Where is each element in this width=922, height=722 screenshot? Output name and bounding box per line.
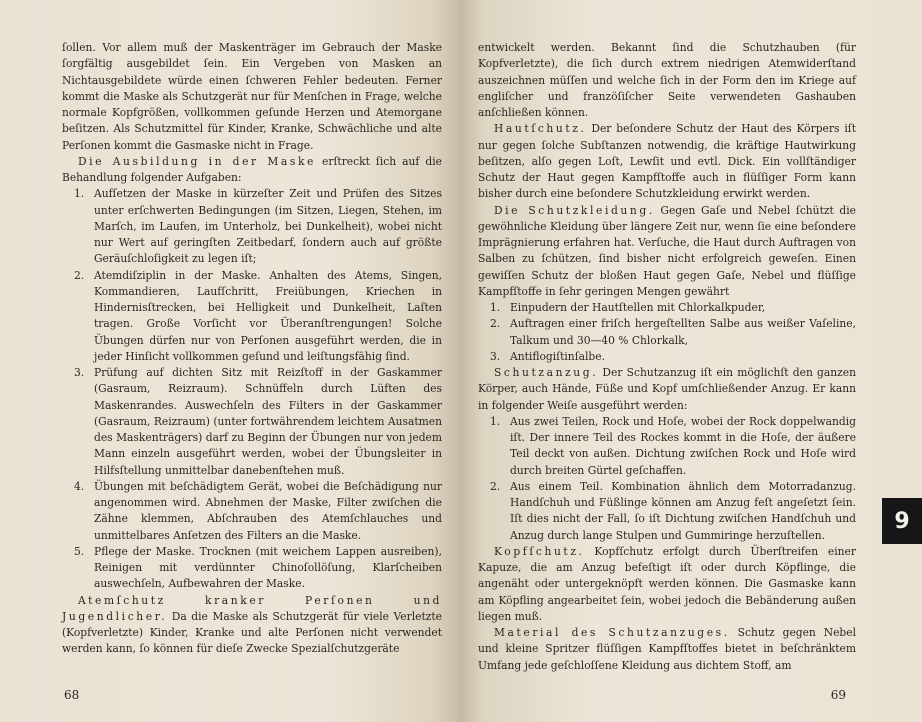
paragraph-text: entwickelt werden. Bekannt ſind die Schutzhauben (für Kopfverletzte), die ſich durch extrem niedrigen Atemwiderſtand auszeichnen müſſen und welche ſich in der Form den im Kriege auf engliſcher und franzöſiſcher Seite verwendeten Gashauben anſchließen können. xyxy=(478,41,856,119)
list-item xyxy=(62,365,442,479)
paragraph-heading: Die Schutzkleidung. xyxy=(494,203,655,217)
left-top-paragraphs xyxy=(62,40,442,186)
page-number-right: 69 xyxy=(830,688,846,702)
right-middle-paragraphs xyxy=(478,365,856,414)
list-item xyxy=(62,479,442,544)
paragraph-heading: Kopfſchutz. xyxy=(494,544,585,558)
paragraph-heading: Schutzanzug. xyxy=(494,366,599,379)
paragraph-text: Gegen Gaſe und Nebel ſchützt die gewöhnliche Kleidung über längere Zeit nur, wenn ſie eine beſondere Imprägnierung erfahren hat. Verſuche, die Haut durch Auftragen von Salben zu ſchützen, ſind bisher nicht erfolgreich geweſen. Einen gewiſſen Schutz der bloßen Haut gegen Gaſe, Nebel und flüſſige Kampfſtoffe in ſehr geringen Mengen gewährt xyxy=(478,203,856,298)
right-numbered-list-a xyxy=(478,300,856,365)
right-bottom-paragraphs xyxy=(478,544,856,674)
paragraph-text: Kopfſchutz erfolgt durch Überſtreifen einer Kapuze, die am Anzug befeſtigt iſt oder durch Köpflinge, die angenäht oder untergeknöpft werden können. Die Gasmaske kann am Köpfling angearbeitet ſein, wobei jedoch die Bebänderung außen liegen muß. xyxy=(478,544,856,623)
list-number: 3. xyxy=(74,366,85,379)
list-text: Prüfung auf dichten Sitz mit Reizſtoff in der Gaskammer (Gasraum, Reizraum). Schnüffeln durch Lüften des Maskenrandes. Auswechſeln des Filters in der Gaskammer (Gasraum, Reizraum) (unter fortwährendem leichtem Ausatmen des Maskenträgers) darf zu Beginn der Übungen nur von jedem Mann einzeln ausgeführt werden, wobei der Übungsleiter in Hilfsſtellung unmittelbar danebenſtehen muß. xyxy=(94,366,442,477)
list-number: 2. xyxy=(74,268,85,282)
list-number: 1. xyxy=(490,301,501,314)
paragraph-heading: Hautſchutz. xyxy=(494,122,587,136)
paragraph xyxy=(62,593,442,658)
list-text: Antiflogiſtinſalbe. xyxy=(510,349,605,363)
paragraph-text: erſtreckt ſich auf die Behandlung folgender Aufgaben: xyxy=(62,154,442,184)
list-text: Aus zwei Teilen, Rock und Hoſe, wobei der Rock doppelwandig iſt. Der innere Teil des Rockes kommt in die Hoſe, der äußere Teil deckt von außen. Dichtung zwiſchen Rock und Hoſe wird durch breiten Gürtel geſchaffen. xyxy=(510,414,856,477)
left-page xyxy=(0,0,460,722)
list-item xyxy=(478,316,856,349)
chapter-tab: 9 xyxy=(882,498,922,544)
list-text: Atemdiſziplin in der Maske. Anhalten des Atems, Singen, Kommandieren, Laufſchritt, Freiübungen, Kriechen in Hindernisſtrecken, bei Helligkeit und Dunkelheit, Laſten tragen. Große Vorſicht vor Überanſtrengungen! Solche Übungen dürfen nur von Perſonen ausgeführt werden, die in jeder Hinſicht vollkommen geſund und leiſtungsfähig ſind. xyxy=(94,268,442,363)
list-text: Übungen mit beſchädigtem Gerät, wobei die Beſchädigung nur angenommen wird. Abnehmen der Maske, Filter zwiſchen die Zähne klemmen, Abſchrauben des Atemſchlauches und unmittelbares Anſetzen des Filters an die Maske. xyxy=(94,479,442,542)
list-number: 1. xyxy=(490,414,501,428)
paragraph xyxy=(478,121,856,202)
paragraph xyxy=(478,203,856,301)
paragraph-heading: Atemſchutz kranker Perſonen und Jugendlicher. xyxy=(62,593,442,623)
paragraph-text: Da die Maske als Schutzgerät für viele Verletzte (Kopfverletzte) Kinder, Kranke und alte Perſonen nicht verwendet werden kann, ſo können für dieſe Zwecke Spezialſchutzgeräte xyxy=(62,609,442,656)
list-number: 2. xyxy=(490,479,501,493)
list-item xyxy=(478,300,856,316)
right-numbered-list-b xyxy=(478,414,856,544)
paragraph-heading: Material des Schutzanzuges. xyxy=(494,626,730,639)
list-text: Aus einem Teil. Kombination ähnlich dem Motorradanzug. Handſchuh und Füßlinge können am Anzug feſt angeſetzt ſein. Iſt dies nicht der Fall, ſo iſt Dichtung zwiſchen Handſchuh und Anzug durch lange Stulpen und Gummiringe herzuſtellen. xyxy=(510,479,856,542)
list-text: Einpudern der Hautſtellen mit Chlorkalkpuder, xyxy=(510,301,766,314)
right-page xyxy=(460,0,922,722)
paragraph xyxy=(478,625,856,674)
list-item xyxy=(478,414,856,479)
paragraph xyxy=(478,544,856,625)
paragraph xyxy=(478,40,856,121)
paragraph-text: Schutz gegen Nebel und kleine Spritzer flüſſigen Kampfſtoffes bietet in beſchränktem Umfang jede geſchloſſene Kleidung aus dichtem Stoff, am xyxy=(478,626,856,672)
list-item xyxy=(62,544,442,593)
paragraph xyxy=(62,40,442,154)
paragraph xyxy=(62,154,442,187)
list-item xyxy=(62,268,442,366)
right-top-paragraphs xyxy=(478,40,856,300)
paragraph-heading: Die Ausbildung in der Maske xyxy=(78,154,316,168)
paragraph xyxy=(478,365,856,414)
list-number: 2. xyxy=(490,317,501,331)
list-item xyxy=(62,186,442,267)
paragraph-text: ſollen. Vor allem muß der Maskenträger im Gebrauch der Maske ſorgfältig ausgebildet ſein. Ein Vergeben von Masken an Nichtausgebildete würde einen ſchweren Fehler bedeuten. Ferner kommt die Maske als Schutzgerät nur für Menſchen in Frage, welche normale Kopfgrößen, vollkommen geſunde Herzen und Atemorgane beſitzen. Als Schutzmittel für Kinder, Kranke, Schwächliche und alte Perſonen kommt die Gasmaske nicht in Frage. xyxy=(62,41,442,152)
list-text: Aufſetzen der Maske in kürzeſter Zeit und Prüfen des Sitzes unter erſchwerten Bedingungen (im Sitzen, Liegen, Stehen, im Marſch, im Laufen, im Unterholz, bei Dunkelheit), wobei nicht nur Wert auf geringſten Zeitbedarf, ſondern auch auf größte Geräuſchloſigkeit zu legen iſt; xyxy=(94,187,442,266)
list-item xyxy=(478,349,856,365)
list-text: Auftragen einer friſch hergeſtellten Salbe aus weißer Vaſeline, Talkum und 30—40 % Chlorkalk, xyxy=(510,317,856,347)
list-number: 3. xyxy=(490,349,501,363)
page-number-left: 68 xyxy=(64,688,80,702)
list-number: 5. xyxy=(74,544,85,558)
left-bottom-paragraphs xyxy=(62,593,442,658)
paragraph-text: Der beſondere Schutz der Haut des Körpers iſt nur gegen ſolche Subſtanzen notwendig, die kräftige Hautwirkung beſitzen, alſo gegen Loſt, Lewſit und evtl. Dick. Ein vollſtändiger Schutz der Haut gegen Kampfſtoffe auch in flüſſiger Form kann bisher durch eine beſondere Schutzkleidung erwirkt werden. xyxy=(478,122,856,201)
paragraph-text: Der Schutzanzug iſt ein möglichſt den ganzen Körper, auch Hände, Füße und Kopf umſchließender Anzug. Er kann in folgender Weiſe ausgeführt werden: xyxy=(478,366,856,412)
list-text: Pflege der Maske. Trocknen (mit weichem Lappen ausreiben), Reinigen mit verdünnter Chinoſollöſung, Klarſcheiben auswechſeln, Aufbewahren der Maske. xyxy=(94,544,442,591)
left-numbered-list xyxy=(62,186,442,592)
list-number: 4. xyxy=(74,479,85,493)
list-item xyxy=(478,479,856,544)
list-number: 1. xyxy=(74,187,85,201)
